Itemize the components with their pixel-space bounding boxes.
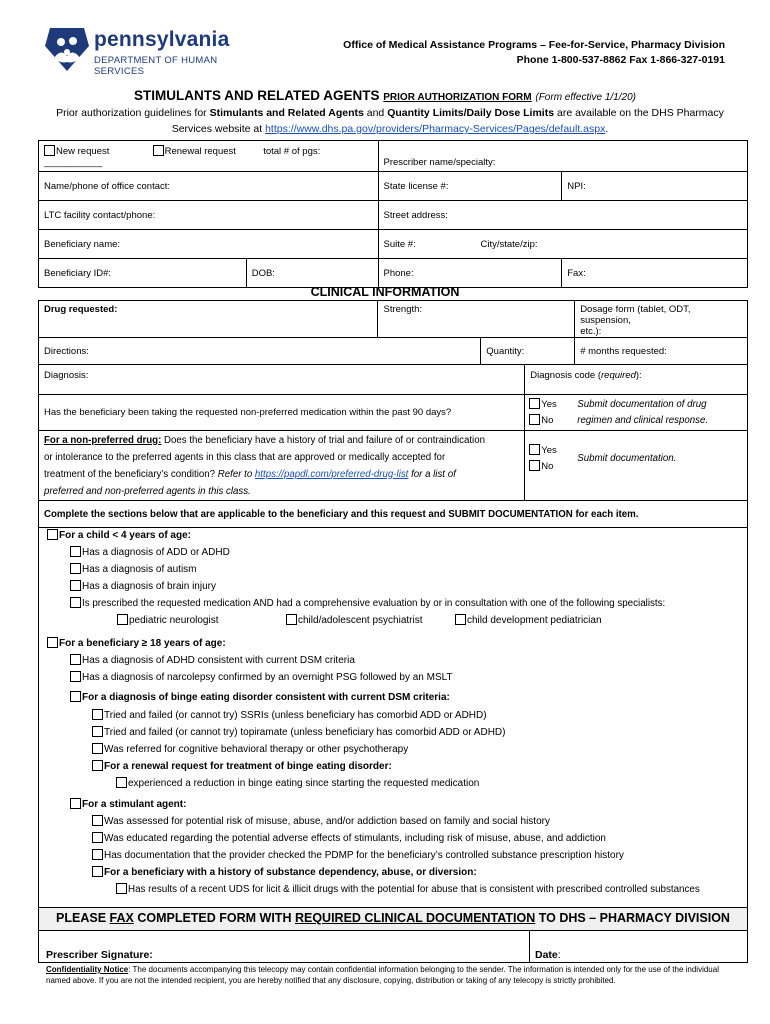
- checkbox-icon: [92, 849, 103, 860]
- checkbox-icon: [70, 563, 81, 574]
- diagnosis-code-field[interactable]: Diagnosis code (required):: [525, 365, 748, 395]
- npi-field[interactable]: NPI:: [562, 172, 748, 201]
- checkbox-icon: [70, 671, 81, 682]
- child-adhd-checkbox[interactable]: Has a diagnosis of ADD or ADHD: [70, 546, 230, 558]
- checkbox-icon: [92, 743, 103, 754]
- q1-note-1: Submit documentation of drug: [577, 399, 707, 410]
- prescriber-signature-field[interactable]: Prescriber Signature:: [46, 949, 153, 961]
- q2-no-checkbox[interactable]: No: [529, 459, 557, 475]
- prescriber-name-field[interactable]: Prescriber name/specialty:: [378, 141, 748, 172]
- ltc-contact-field[interactable]: LTC facility contact/phone:: [39, 201, 379, 230]
- suite-field[interactable]: Suite #:: [383, 238, 416, 250]
- q1-answer-cell: [525, 395, 748, 431]
- quantity-field[interactable]: Quantity:: [481, 338, 575, 365]
- child-brain-injury-checkbox[interactable]: Has a diagnosis of brain injury: [70, 580, 216, 592]
- bed-reduction-checkbox[interactable]: experienced a reduction in binge eating since starting the requested medication: [116, 777, 479, 789]
- checkbox-icon: [116, 777, 127, 788]
- stim-pdmp-checkbox[interactable]: Has documentation that the provider checked the PDMP for the beneficiary’s controlled substance prescription history: [92, 849, 624, 861]
- pediatric-neurologist-checkbox[interactable]: pediatric neurologist: [117, 614, 219, 626]
- checkbox-icon: [70, 798, 81, 809]
- form-title-main: STIMULANTS AND RELATED AGENTS: [134, 88, 380, 103]
- drug-requested-field[interactable]: Drug requested:: [39, 301, 378, 338]
- suite-city-cell: [378, 230, 748, 259]
- fax-field[interactable]: Fax:: [562, 259, 748, 288]
- dob-field[interactable]: DOB:: [246, 259, 378, 288]
- checkbox-icon: [529, 460, 540, 471]
- development-pediatrician-checkbox[interactable]: child development pediatrician: [455, 614, 602, 626]
- request-type-cell: [39, 141, 379, 172]
- logo-name: pennsylvania: [94, 28, 230, 51]
- checkbox-icon: [153, 145, 164, 156]
- child-psychiatrist-checkbox[interactable]: child/adolescent psychiatrist: [286, 614, 423, 626]
- stimulant-section-checkbox[interactable]: For a stimulant agent:: [70, 798, 186, 810]
- bed-ssri-checkbox[interactable]: Tried and failed (or cannot try) SSRIs (unless beneficiary has comorbid ADD or ADHD): [92, 709, 487, 721]
- checkbox-icon: [44, 145, 55, 156]
- keystone-family-logo-icon: [44, 26, 90, 72]
- q2-note: Submit documentation.: [577, 453, 677, 464]
- checkbox-icon: [92, 866, 103, 877]
- checkbox-icon: [116, 883, 127, 894]
- months-requested-field[interactable]: # months requested:: [575, 338, 748, 365]
- beneficiary-name-field[interactable]: Beneficiary name:: [39, 230, 379, 259]
- child-evaluation-checkbox[interactable]: Is prescribed the requested medication AND had a comprehensive evaluation by or in consultation with one of the following specialists:: [70, 597, 665, 609]
- checkbox-icon: [70, 580, 81, 591]
- checkbox-icon: [92, 760, 103, 771]
- checkbox-icon: [70, 546, 81, 557]
- intro-text: Prior authorization guidelines for Stimulants and Related Agents and Quantity Limits/Daily Dose Limits are available on the DHS Pharmacy Services website at https://www.dhs.pa.gov/providers/Pharmacy-Services/Pages/default.aspx.: [56, 107, 724, 135]
- bed-cbt-checkbox[interactable]: Was referred for cognitive behavioral therapy or other psychotherapy: [92, 743, 408, 755]
- fax-instructions: PLEASE FAX COMPLETED FORM WITH REQUIRED CLINICAL DOCUMENTATION TO DHS – PHARMACY DIVISION: [56, 911, 730, 925]
- q1-question: Has the beneficiary been taking the requested non-preferred medication within the past 90 days?: [39, 395, 525, 431]
- strength-field[interactable]: Strength:: [378, 301, 575, 338]
- checkbox-icon: [529, 444, 540, 455]
- office-contact-field[interactable]: Name/phone of office contact:: [39, 172, 379, 201]
- bed-topiramate-checkbox[interactable]: Tried and failed (or cannot try) topiramate (unless beneficiary has comorbid ADD or ADHD): [92, 726, 505, 738]
- phone-field[interactable]: Phone:: [378, 259, 562, 288]
- state-license-field[interactable]: State license #:: [378, 172, 562, 201]
- checkbox-icon: [117, 614, 128, 625]
- contact-phone-fax: Phone 1-800-537-8862 Fax 1-866-327-0191: [516, 54, 725, 66]
- confidentiality-notice: Confidentiality Notice: The documents accompanying this telecopy may contain confidential information belonging to the sender. The information is intended only for the use of the individual named above. If you are not the intended recipient, you are hereby notified that any disclosure, copying, distribution or taking of any telecopy is strictly prohibited.: [46, 965, 719, 985]
- dhs-logo: [44, 24, 256, 77]
- checkbox-icon: [92, 726, 103, 737]
- bed-section-checkbox[interactable]: For a diagnosis of binge eating disorder consistent with current DSM criteria:: [70, 691, 450, 703]
- new-request-checkbox[interactable]: New request: [44, 146, 109, 157]
- checkbox-icon: [70, 597, 81, 608]
- q2-answer-cell: [525, 431, 748, 501]
- checkbox-icon: [70, 691, 81, 702]
- request-info-table: [38, 140, 748, 288]
- child-autism-checkbox[interactable]: Has a diagnosis of autism: [70, 563, 197, 575]
- adult-narcolepsy-checkbox[interactable]: Has a diagnosis of narcolepsy confirmed by an overnight PSG followed by an MSLT: [70, 671, 453, 683]
- checkbox-icon: [92, 815, 103, 826]
- dosage-form-field[interactable]: Dosage form (tablet, ODT, suspension, etc.):: [575, 301, 748, 338]
- date-field[interactable]: Date:: [535, 949, 561, 961]
- office-name: Office of Medical Assistance Programs – Fee-for-Service, Pharmacy Division: [343, 39, 725, 51]
- form-title-sub: PRIOR AUTHORIZATION FORM: [383, 92, 532, 103]
- checkbox-icon: [92, 709, 103, 720]
- checkbox-icon: [286, 614, 297, 625]
- checkbox-icon: [92, 832, 103, 843]
- bed-renewal-checkbox[interactable]: For a renewal request for treatment of binge eating disorder:: [92, 760, 392, 772]
- total-pages-field[interactable]: total # of pgs: ___________: [44, 145, 321, 168]
- checkbox-icon: [47, 637, 58, 648]
- dhs-pharmacy-link[interactable]: https://www.dhs.pa.gov/providers/Pharmacy-Services/Pages/default.aspx: [265, 123, 606, 135]
- stim-uds-checkbox[interactable]: Has results of a recent UDS for licit & illicit drugs with the potential for abuse that is consistent with prescribed controlled substances: [116, 883, 700, 895]
- complete-instructions: Complete the sections below that are applicable to the beneficiary and this request and SUBMIT DOCUMENTATION for each item.: [39, 501, 748, 528]
- checkbox-icon: [529, 414, 540, 425]
- signature-divider: [529, 931, 530, 963]
- q1-note-2: regimen and clinical response.: [577, 415, 709, 426]
- street-address-field[interactable]: Street address:: [378, 201, 748, 230]
- stim-history-checkbox[interactable]: For a beneficiary with a history of substance dependency, abuse, or diversion:: [92, 866, 477, 878]
- checkbox-icon: [47, 529, 58, 540]
- form-effective: (Form effective 1/1/20): [535, 92, 636, 103]
- renewal-request-checkbox[interactable]: Renewal request: [153, 146, 236, 157]
- diagnosis-field[interactable]: Diagnosis:: [39, 365, 525, 395]
- stim-educated-checkbox[interactable]: Was educated regarding the potential adverse effects of stimulants, including risk of misuse, abuse, and addiction: [92, 832, 606, 844]
- adult-section-checkbox[interactable]: For a beneficiary ≥ 18 years of age:: [47, 637, 226, 649]
- q2-yes-checkbox[interactable]: Yes: [529, 443, 557, 459]
- city-state-zip-field[interactable]: City/state/zip:: [480, 238, 538, 250]
- directions-field[interactable]: Directions:: [39, 338, 481, 365]
- child-section-checkbox[interactable]: For a child < 4 years of age:: [47, 529, 191, 541]
- beneficiary-id-field[interactable]: Beneficiary ID#:: [39, 259, 247, 288]
- clinical-table: [38, 300, 748, 528]
- q1-yes-checkbox[interactable]: Yes: [529, 397, 557, 413]
- form-title: [0, 88, 770, 103]
- adult-adhd-checkbox[interactable]: Has a diagnosis of ADHD consistent with current DSM criteria: [70, 654, 355, 666]
- logo-department: DEPARTMENT OF HUMAN SERVICES: [94, 55, 218, 77]
- papdl-link[interactable]: https://papdl.com/preferred-drug-list: [254, 468, 409, 480]
- checkbox-icon: [455, 614, 466, 625]
- clinical-heading: CLINICAL INFORMATION: [310, 285, 460, 299]
- checkbox-icon: [70, 654, 81, 665]
- checkbox-icon: [529, 398, 540, 409]
- q1-no-checkbox[interactable]: No: [529, 413, 557, 429]
- stim-risk-checkbox[interactable]: Was assessed for potential risk of misuse, abuse, and/or addiction based on family and social history: [92, 815, 550, 827]
- q2-question: For a non-preferred drug: Does the beneficiary have a history of trial and failure of or contraindication or intolerance to the preferred agents in this class that are approved or medically accepted for treatment of the beneficiary’s condition? Refer to https://papdl.com/preferred-drug-list for a list of preferred and non-preferred agents in this class.: [39, 431, 525, 501]
